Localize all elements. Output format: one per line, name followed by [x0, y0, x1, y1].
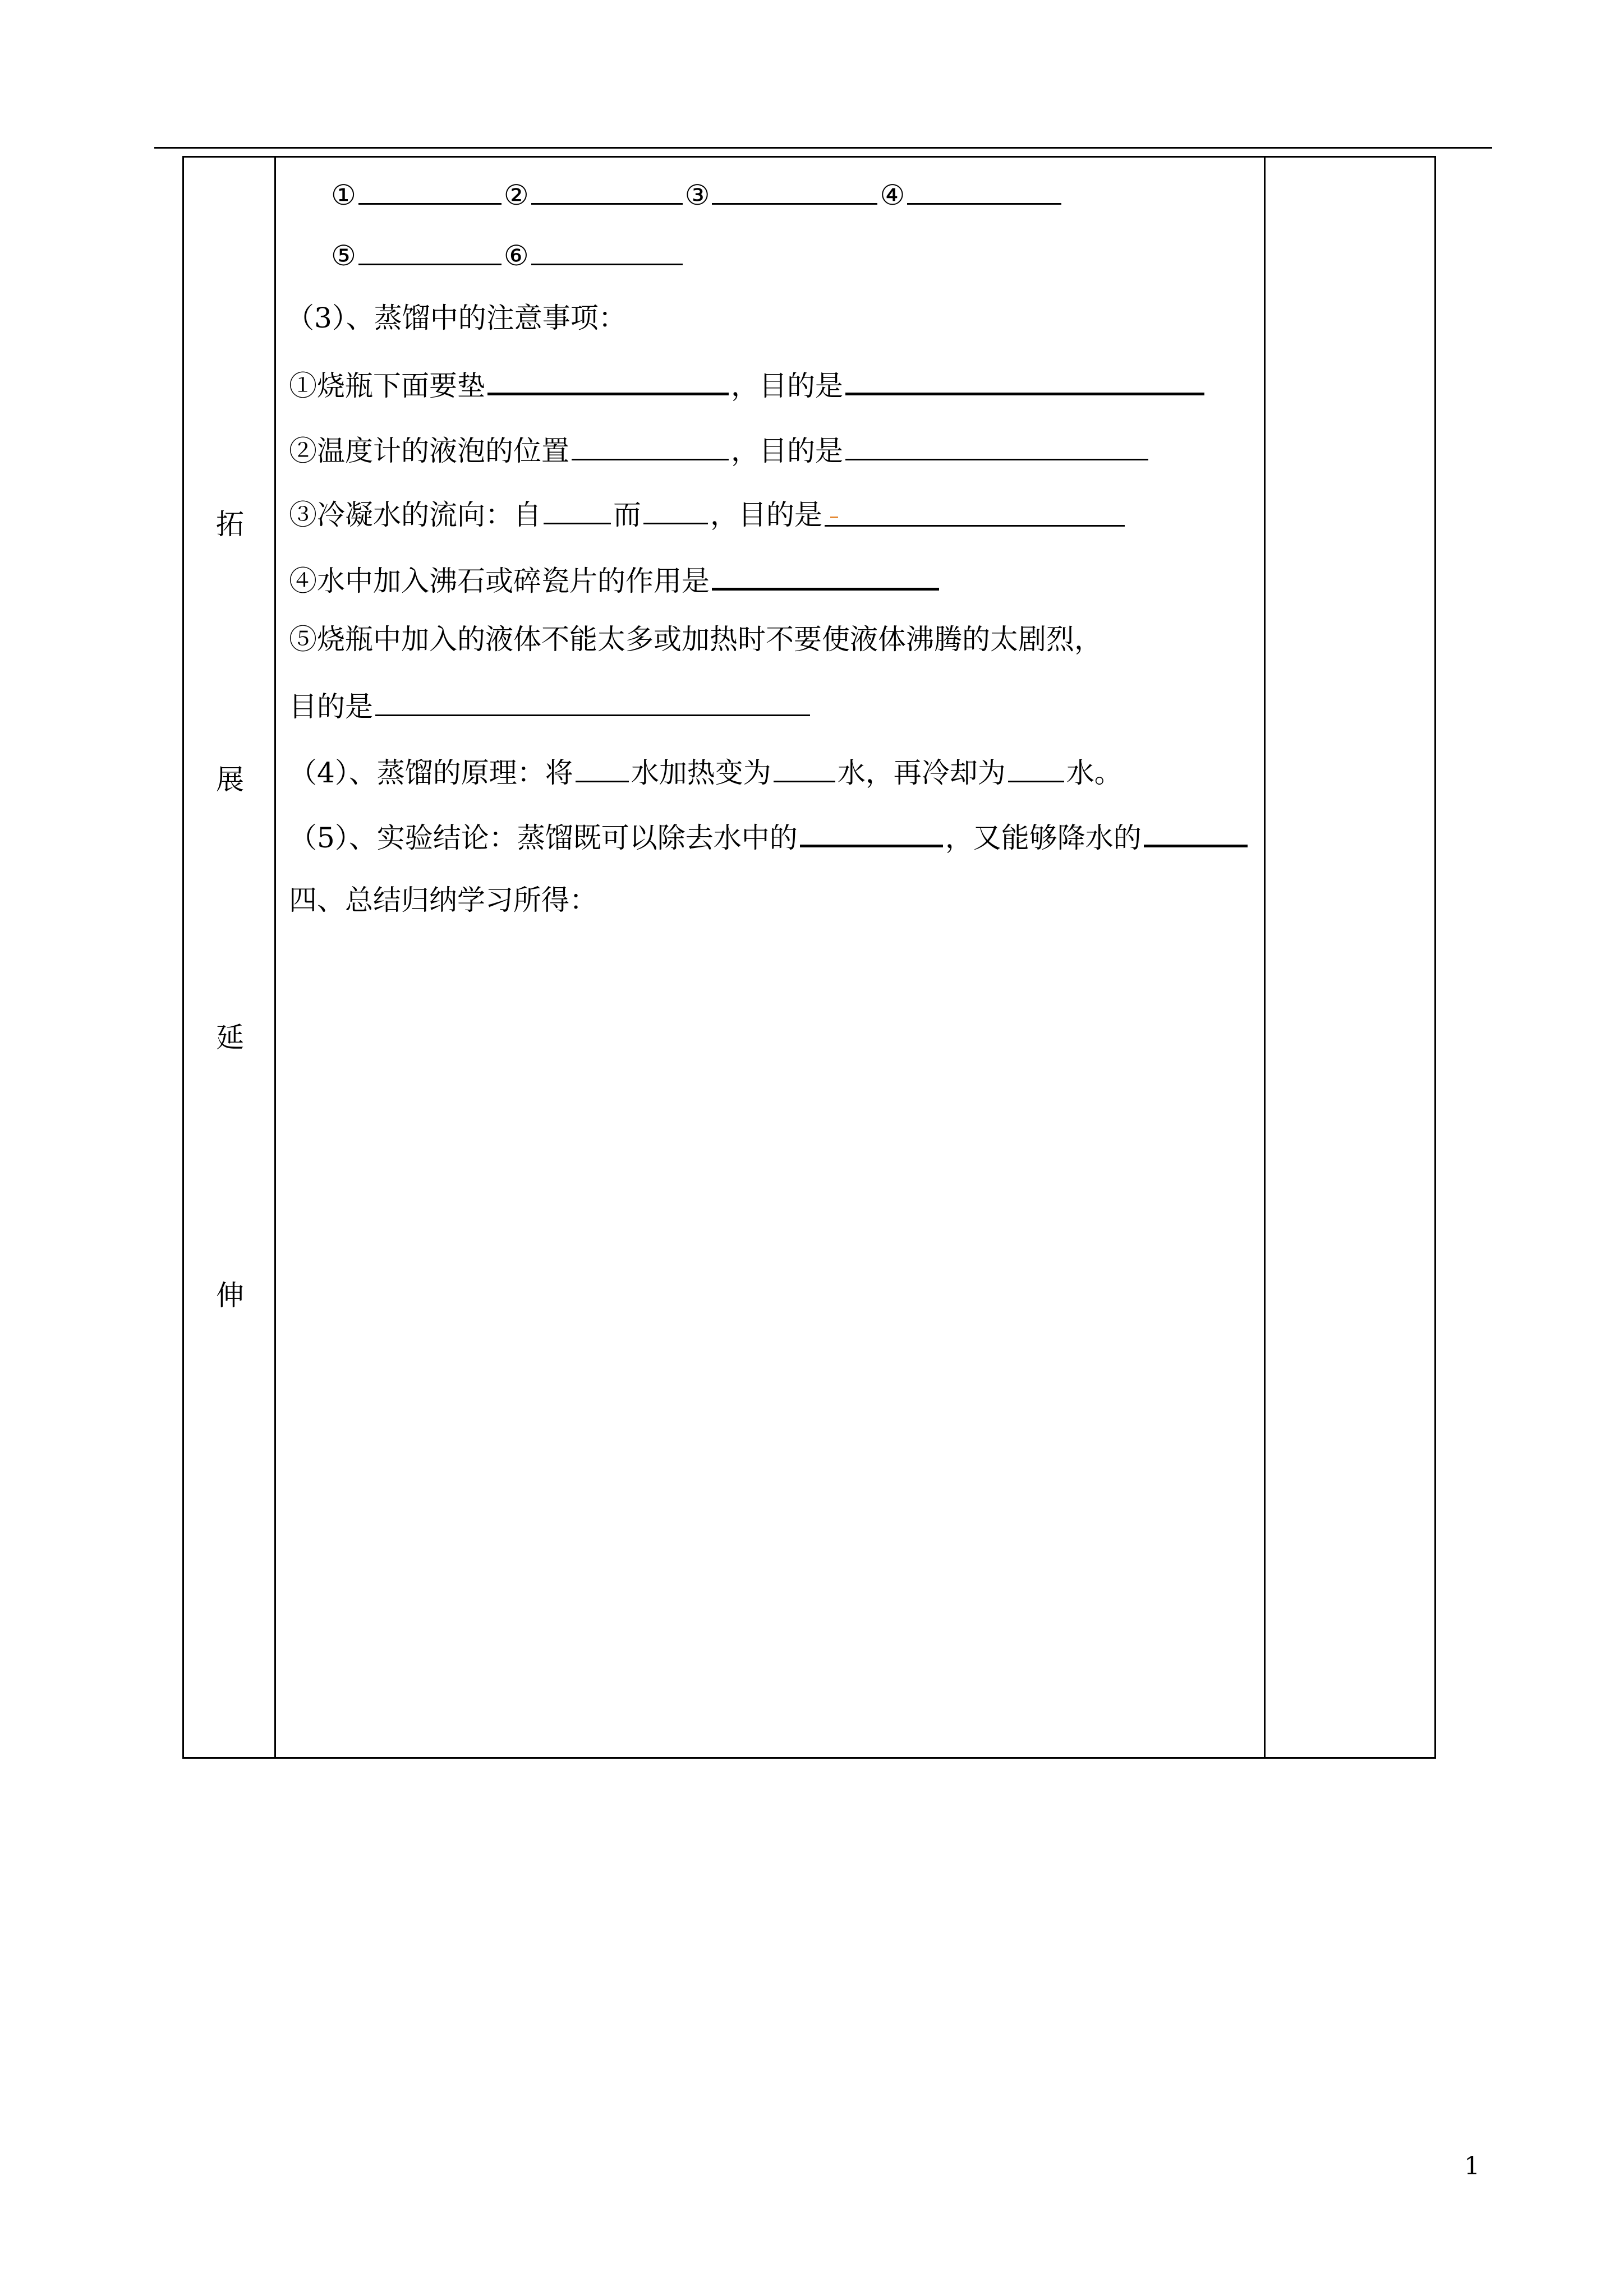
- section-4-blank-1[interactable]: [576, 754, 629, 782]
- question-1-purpose: ，目的是: [731, 370, 843, 402]
- question-1: [289, 366, 1207, 403]
- section-4-text-c: 水，再冷却为: [837, 757, 1006, 789]
- section-6-summary: 四、总结归纳学习所得：: [289, 884, 597, 916]
- label-4: ④: [880, 179, 905, 211]
- label-5: ⑤: [331, 239, 356, 272]
- section-4-principle: [289, 754, 1122, 790]
- side-label-char-3: 延: [216, 1021, 244, 1054]
- section-3-title: （3）、蒸馏中的注意事项：: [286, 302, 627, 334]
- question-2: [289, 432, 1151, 468]
- question-3-blank-b[interactable]: [643, 496, 708, 524]
- question-3-purpose: ，目的是: [710, 499, 822, 531]
- question-1-blank-b[interactable]: [845, 366, 1204, 395]
- question-4: [289, 561, 941, 598]
- blank-6[interactable]: [531, 237, 683, 265]
- question-3-blank-a[interactable]: [544, 496, 611, 524]
- blank-2[interactable]: [531, 176, 683, 205]
- page-number: 1: [1464, 2152, 1480, 2180]
- question-1-text: ①烧瓶下面要垫: [289, 370, 485, 402]
- section-5-blank-1[interactable]: [800, 818, 943, 847]
- section-4-blank-3[interactable]: [1008, 754, 1064, 782]
- question-3-text: ③冷凝水的流向：自: [289, 499, 541, 531]
- side-label-char-1: 拓: [216, 508, 244, 541]
- question-5-purpose: 目的是: [289, 690, 373, 723]
- section-4-blank-2[interactable]: [774, 754, 835, 782]
- question-3: [289, 496, 1127, 532]
- question-3-blank-c[interactable]: [825, 498, 1125, 527]
- section-4-text-a: （4）、蒸馏的原理：将: [289, 757, 573, 789]
- question-5-purpose-line: [289, 688, 812, 723]
- section-5-blank-2[interactable]: [1144, 818, 1248, 847]
- section-5-text-a: （5）、实验结论：蒸馏既可以除去水中的: [289, 822, 798, 854]
- blank-5[interactable]: [358, 237, 502, 265]
- label-3: ③: [684, 179, 710, 211]
- question-4-text: ④水中加入沸石或碎瓷片的作用是: [289, 565, 710, 597]
- question-4-blank[interactable]: [712, 561, 939, 591]
- section-5-text-b: ，又能够降水的: [945, 822, 1142, 854]
- question-5-blank[interactable]: [375, 688, 810, 716]
- blank-4[interactable]: [907, 176, 1061, 205]
- question-2-purpose: ，目的是: [731, 435, 843, 467]
- section-4-text-b: 水加热变为: [631, 757, 771, 789]
- question-1-blank-a[interactable]: [487, 366, 729, 395]
- section-5-conclusion: [289, 818, 1250, 855]
- column-divider-right: [1264, 156, 1266, 1759]
- stray-mark: [830, 517, 838, 518]
- question-2-text: ②温度计的液泡的位置: [289, 435, 569, 467]
- label-2: ②: [503, 179, 529, 211]
- blank-1[interactable]: [358, 176, 502, 205]
- blanks-row-2: [331, 237, 685, 273]
- label-6: ⑥: [503, 239, 529, 272]
- column-divider-left: [274, 156, 276, 1759]
- blanks-row-1: [331, 176, 1064, 212]
- question-2-blank-a[interactable]: [572, 432, 729, 460]
- side-label-char-2: 展: [216, 763, 244, 796]
- question-2-blank-b[interactable]: [845, 432, 1148, 460]
- section-4-text-d: 水。: [1066, 757, 1122, 789]
- side-label-char-4: 伸: [216, 1279, 244, 1312]
- question-5: ⑤烧瓶中加入的液体不能太多或加热时不要使液体沸腾的太剧烈，: [289, 623, 1102, 656]
- question-3-mid: 而: [613, 499, 641, 531]
- blank-3[interactable]: [712, 176, 877, 205]
- header-rule: [154, 147, 1492, 149]
- label-1: ①: [331, 179, 356, 211]
